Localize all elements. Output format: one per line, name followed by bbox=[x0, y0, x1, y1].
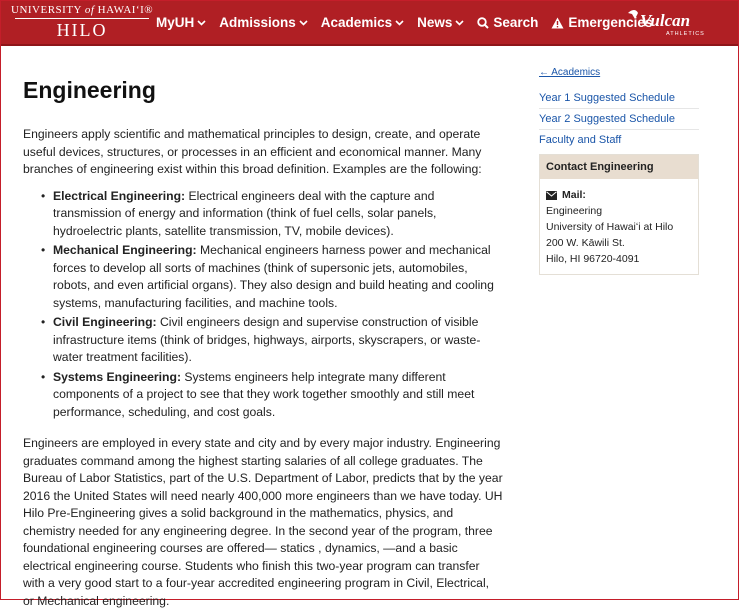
branch-description: Civil engineers design and supervise construction of visible infrastructure items (think of bridges, highways, airports, skyscrapers, or waste-water treatment facilities). bbox=[53, 315, 481, 364]
sidebar-link-faculty[interactable]: Faculty and Staff bbox=[539, 134, 622, 146]
branch-name: Mechanical Engineering: bbox=[53, 243, 197, 257]
nav-news-label: News bbox=[417, 15, 453, 30]
branch-name: Systems Engineering: bbox=[53, 369, 182, 384]
athletics-text: ATHLETICS bbox=[666, 31, 705, 37]
vulcan-mark-icon bbox=[628, 10, 638, 19]
nav-news[interactable] bbox=[417, 15, 464, 30]
chevron-down-icon bbox=[395, 20, 404, 26]
employment-paragraph: Engineers are employed in every state and city and by every major industry. Engineering graduates command among the highest starting salaries of all college graduates. The Bureau of Labor Statistics, part of the U.S. Department of Labor, predicts that by the year 2016 the United States will need nearly 400,000 more engineers than we have today. UH Hilo Pre-Engineering gives a solid background in the mathematics, physics, and chemistry needed for any engineering degree. In the second year of the program, three foundational engineering courses are offered— statics , dynamics, —and a basic electrical engineering course. Students who finish this two-year program can transfer with a very good start to a four-year accredited engineering program in Civil, Electrical, or Mechanical engineering. bbox=[23, 436, 503, 608]
main-content bbox=[23, 61, 503, 610]
chevron-down-icon bbox=[299, 20, 308, 26]
nav-myuh[interactable] bbox=[156, 15, 206, 30]
mail-label-row bbox=[546, 187, 692, 203]
branch-description: Systems engineers help integrate many different components of a project to see that they work together smoothly and still meet performance, scheduling, and cost goals. bbox=[53, 369, 475, 419]
address-line: Engineering bbox=[546, 205, 603, 217]
logo-of-text: of bbox=[84, 4, 95, 16]
nav-academics[interactable] bbox=[321, 15, 404, 30]
vulcan-text: Vulcan bbox=[640, 11, 691, 30]
address-line: Hilo, HI 96720-4091 bbox=[546, 253, 640, 265]
list-item bbox=[53, 188, 503, 241]
branch-name: Civil Engineering: bbox=[53, 315, 157, 329]
nav-admissions-label: Admissions bbox=[219, 15, 296, 30]
vulcan-athletics-logo[interactable] bbox=[626, 7, 708, 37]
back-to-academics-link[interactable]: ← Academics bbox=[539, 67, 601, 78]
sidebar-links bbox=[539, 88, 699, 150]
engineering-branches-list bbox=[23, 188, 503, 422]
list-item bbox=[53, 242, 503, 312]
envelope-icon bbox=[546, 191, 557, 200]
chevron-down-icon bbox=[197, 20, 206, 26]
logo-university-text: UNIVERSITY bbox=[11, 4, 82, 16]
logo-university-line bbox=[11, 4, 153, 16]
logo-state-text: HAWAIʻI® bbox=[97, 4, 154, 16]
search-icon bbox=[477, 17, 489, 29]
logo-divider bbox=[15, 18, 149, 19]
intro-paragraph: Engineers apply scientific and mathematical principles to design, create, and operate useful devices, structures, or processes in an efficient and economical manner. Many branches of engineering exist within this broad definition. Examples are the following: bbox=[23, 127, 482, 176]
contact-heading: Contact Engineering bbox=[540, 155, 698, 179]
branch-description: Mechanical engineers harness power and mechanical forces to develop all sorts of machines (think of supersonic jets, automobiles, robots, and even artificial organs). They also design and build heating and cooling systems, manufacturing facilities, and machine tools. bbox=[53, 243, 494, 310]
site-header bbox=[1, 1, 738, 46]
address-line: 200 W. Kāwili St. bbox=[546, 237, 625, 249]
chevron-down-icon bbox=[455, 20, 464, 26]
uh-hilo-logo[interactable] bbox=[11, 4, 153, 40]
address-line: University of Hawaiʻi at Hilo bbox=[546, 221, 674, 233]
branch-description: Electrical engineers deal with the capture and transmission of energy and information (think of fuel cells, solar panels, hydroelectric plants, satellite transmission, TV, mobile devices). bbox=[53, 188, 437, 238]
list-item bbox=[53, 369, 503, 422]
nav-myuh-label: MyUH bbox=[156, 15, 195, 30]
main-nav bbox=[156, 1, 665, 44]
sidebar-link-year2[interactable]: Year 2 Suggested Schedule bbox=[539, 109, 699, 130]
sidebar bbox=[531, 61, 707, 275]
branch-name: Electrical Engineering: bbox=[53, 188, 186, 203]
contact-details bbox=[540, 179, 698, 274]
sidebar-link-year1[interactable]: Year 1 Suggested Schedule bbox=[539, 88, 699, 109]
list-item bbox=[53, 314, 503, 367]
contact-box bbox=[539, 154, 699, 275]
nav-admissions[interactable] bbox=[219, 15, 308, 30]
nav-search-label: Search bbox=[493, 15, 539, 30]
warning-icon bbox=[551, 17, 564, 29]
nav-emergencies-label: Emergencies bbox=[568, 15, 653, 30]
nav-academics-label: Academics bbox=[320, 15, 393, 30]
page-title: Engineering bbox=[23, 77, 156, 103]
mail-label: Mail: bbox=[562, 189, 586, 201]
logo-hilo-text: HILO bbox=[56, 20, 108, 40]
nav-search[interactable] bbox=[477, 15, 538, 30]
